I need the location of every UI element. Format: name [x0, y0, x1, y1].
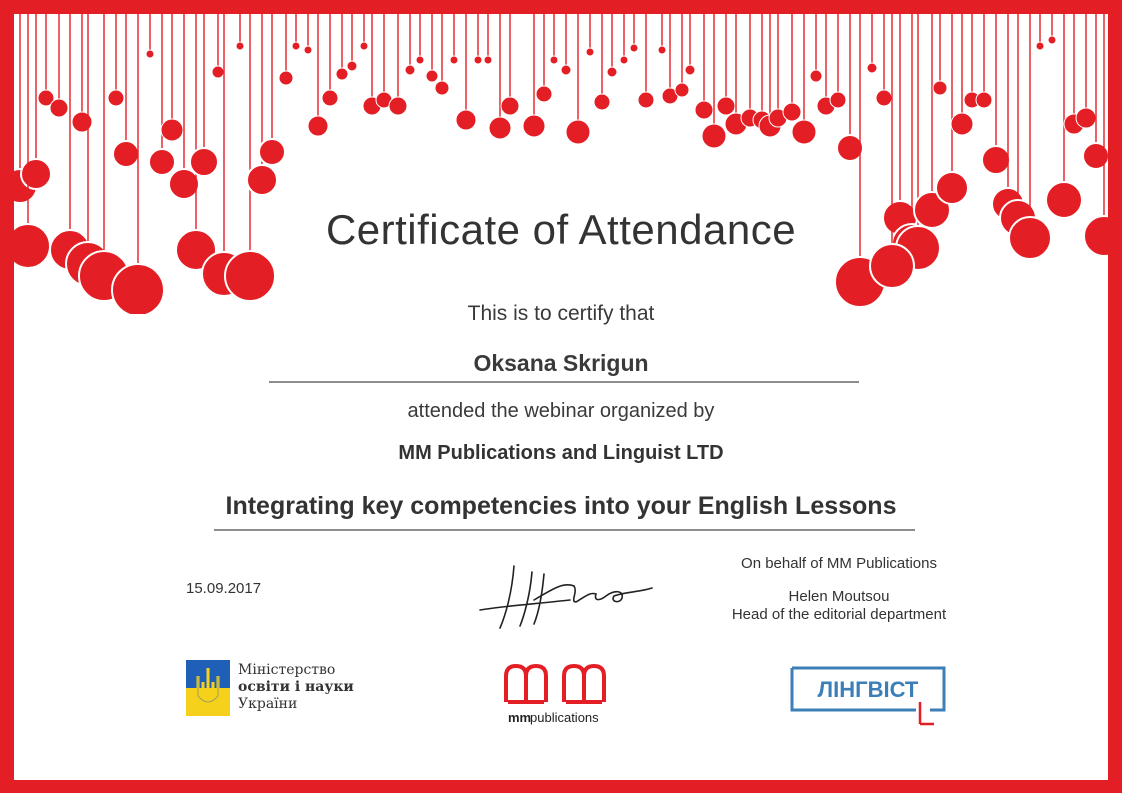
- course-underline: [214, 529, 915, 531]
- ministry-line2: освіти і науки: [238, 679, 354, 695]
- ornament-ball: [347, 61, 357, 71]
- ornament-ball: [308, 116, 328, 136]
- certify-text: This is to certify that: [467, 302, 655, 325]
- ornament-ball: [50, 99, 68, 117]
- ornament-ball: [550, 56, 558, 64]
- ornament-ball: [304, 46, 312, 54]
- ornament-ball: [279, 71, 293, 85]
- ornament-ball: [630, 44, 638, 52]
- ornament-ball: [1048, 36, 1056, 44]
- name-underline: [269, 381, 859, 383]
- mm-brand-bold: mm: [508, 710, 532, 725]
- ornament-ball: [21, 159, 51, 189]
- lingvist-logo: [790, 666, 946, 726]
- ornament-ball: [416, 56, 424, 64]
- recipient-name: Oksana Skrigun: [473, 350, 649, 376]
- ornament-ball: [658, 46, 666, 54]
- ornament-ball: [951, 113, 973, 135]
- ornament-ball: [113, 141, 139, 167]
- ukraine-flag-trident-icon: [186, 660, 230, 716]
- ornament-ball: [456, 110, 476, 130]
- ornament-ball: [501, 97, 519, 115]
- ornament-ball: [336, 68, 348, 80]
- on-behalf-text: On behalf of MM Publications: [741, 555, 937, 572]
- ornament-ball: [810, 70, 822, 82]
- ornament-ball: [594, 94, 610, 110]
- ornament-ball: [792, 120, 816, 144]
- ornament-ball: [607, 67, 617, 77]
- ornament-ball: [783, 103, 801, 121]
- organizers: MM Publications and Linguist LTD: [398, 442, 724, 464]
- ministry-line1: Міністерство: [238, 662, 336, 678]
- ornament-ball: [1036, 42, 1044, 50]
- lingvist-label: ЛІНГВІСТ: [817, 677, 919, 702]
- certificate-date: 15.09.2017: [186, 580, 262, 597]
- ornament-ball: [561, 65, 571, 75]
- ministry-logo: [186, 660, 366, 718]
- hanging-ornaments: [14, 14, 1108, 314]
- ornament-ball: [322, 90, 338, 106]
- ornament-ball: [702, 124, 726, 148]
- ministry-line3: України: [238, 696, 298, 712]
- signature-image: [474, 552, 654, 632]
- ornament-ball: [675, 83, 689, 97]
- ornament-ball: [523, 115, 545, 137]
- ornament-ball: [933, 81, 947, 95]
- attended-text: attended the webinar organized by: [407, 400, 715, 422]
- ornament-ball: [876, 90, 892, 106]
- ornament-ball: [489, 117, 511, 139]
- ornament-ball: [292, 42, 300, 50]
- ornament-ball: [484, 56, 492, 64]
- ornament-ball: [867, 63, 877, 73]
- ornament-ball: [389, 97, 407, 115]
- ornament-ball: [685, 65, 695, 75]
- certificate-frame: [14, 14, 1108, 780]
- ornament-ball: [108, 90, 124, 106]
- ornament-ball: [161, 119, 183, 141]
- certificate-title: Certificate of Attendance: [325, 206, 797, 253]
- ornament-ball: [405, 65, 415, 75]
- ornament-ball: [426, 70, 438, 82]
- ornament-ball: [72, 112, 92, 132]
- ornament-ball: [259, 139, 285, 165]
- ornament-ball: [695, 101, 713, 119]
- ornament-ball: [976, 92, 992, 108]
- ornament-ball: [149, 149, 175, 175]
- ornament-ball: [236, 42, 244, 50]
- ornament-ball: [146, 50, 154, 58]
- ornament-ball: [837, 135, 863, 161]
- ornament-ball: [536, 86, 552, 102]
- course-title: Integrating key competencies into your English Lessons: [225, 492, 897, 520]
- ornament-ball: [566, 120, 590, 144]
- mm-publications-logo: [502, 660, 632, 730]
- signer-role: Head of the editorial department: [731, 606, 947, 623]
- ornament-ball: [225, 251, 275, 301]
- ornament-ball: [212, 66, 224, 78]
- signer-name: Helen Moutsou: [788, 588, 890, 605]
- ornament-ball: [638, 92, 654, 108]
- ornament-ball: [936, 172, 968, 204]
- ornament-ball: [982, 146, 1010, 174]
- ornament-ball: [620, 56, 628, 64]
- mm-brand-rest: publications: [530, 710, 599, 725]
- ornament-ball: [830, 92, 846, 108]
- ornament-ball: [190, 148, 218, 176]
- ornament-ball: [474, 56, 482, 64]
- ornament-ball: [1076, 108, 1096, 128]
- ornament-ball: [435, 81, 449, 95]
- ornament-ball: [450, 56, 458, 64]
- ornament-ball: [586, 48, 594, 56]
- ornament-ball: [247, 165, 277, 195]
- ornament-ball: [360, 42, 368, 50]
- ornament-ball: [717, 97, 735, 115]
- ministry-text: [238, 662, 354, 713]
